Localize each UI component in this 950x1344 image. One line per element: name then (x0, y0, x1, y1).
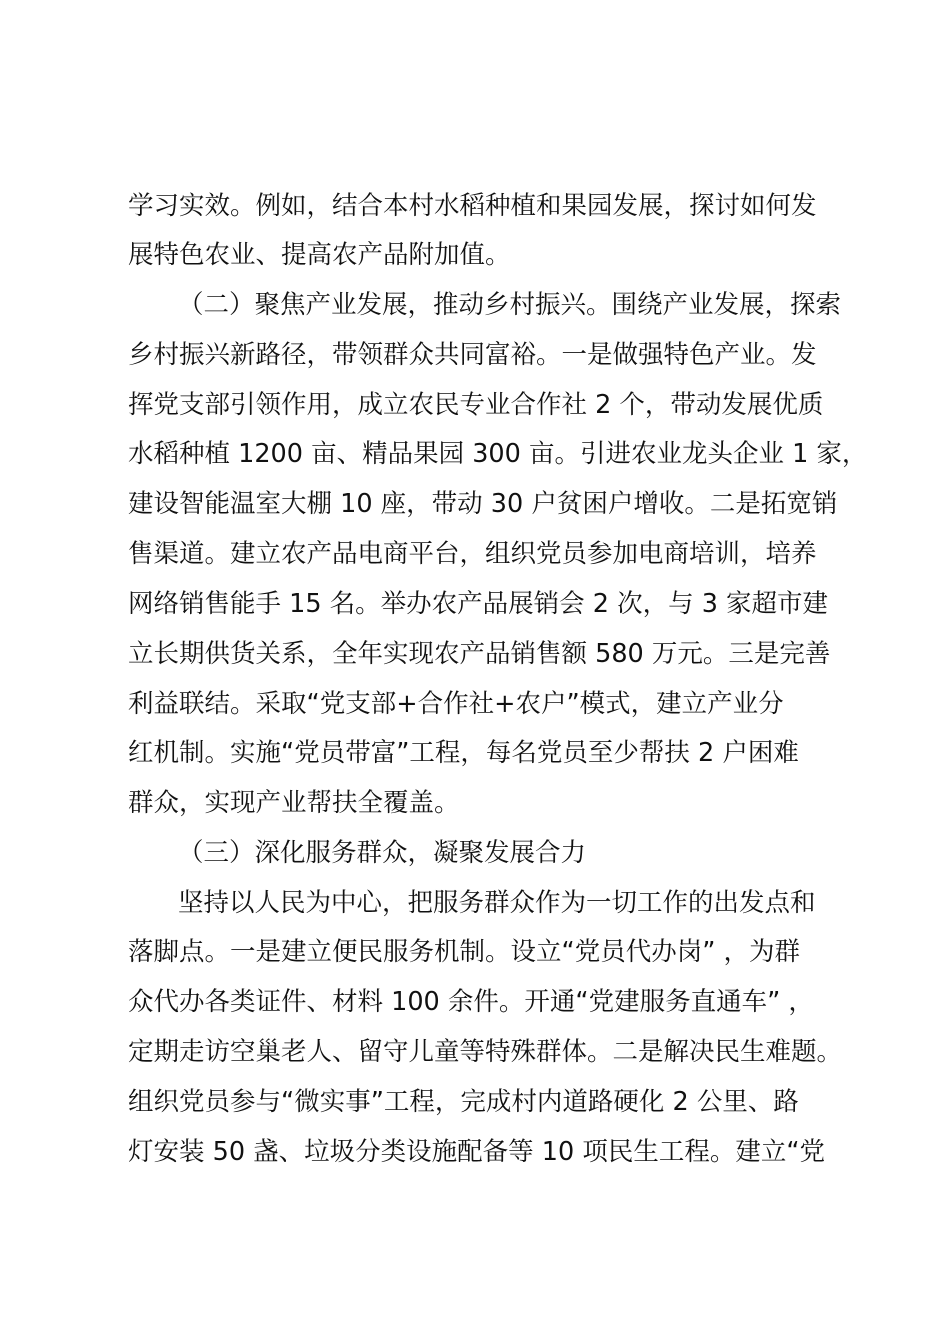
section-heading-3: （三）深化服务群众，凝聚发展合力 (178, 838, 587, 868)
text-line: 组织党员参与“微实事”工程，完成村内道路硬化 2 公里、路 (128, 1087, 799, 1117)
text-line: 乡村振兴新路径，带领群众共同富裕。一是做强特色产业。发 (128, 340, 817, 370)
text-line: 立长期供货关系，全年实现农产品销售额 580 万元。三是完善 (128, 639, 831, 669)
text-line: 学习实效。例如，结合本村水稻种植和果园发展，探讨如何发 (128, 191, 817, 221)
text-line: 展特色农业、提高农产品附加值。 (128, 240, 511, 270)
text-line: 坚持以人民为中心，把服务群众作为一切工作的出发点和 (178, 888, 816, 918)
text-line: 众代办各类证件、材料 100 余件。开通“党建服务直通车” ， (128, 987, 814, 1017)
text-line: 挥党支部引领作用，成立农民专业合作社 2 个，带动发展优质 (128, 390, 824, 420)
text-line: 售渠道。建立农产品电商平台，组织党员参加电商培训，培养 (128, 539, 817, 569)
text-line: 网络销售能手 15 名。举办农产品展销会 2 次，与 3 家超市建 (128, 589, 829, 619)
text-line: 定期走访空巢老人、留守儿童等特殊群体。二是解决民生难题。 (128, 1037, 843, 1067)
text-line: 水稻种植 1200 亩、精品果园 300 亩。引进农业龙头企业 1 家， (128, 439, 868, 469)
text-line: 红机制。实施“党员带富”工程，每名党员至少帮扶 2 户困难 (128, 738, 799, 768)
section-heading-2: （二）聚焦产业发展，推动乡村振兴。围绕产业发展，探索 (178, 290, 842, 320)
text-line: 利益联结。采取“党支部+合作社+农户”模式，建立产业分 (128, 689, 784, 719)
text-line: 灯安装 50 盏、垃圾分类设施配备等 10 项民生工程。建立“党 (128, 1137, 826, 1167)
text-line: 群众，实现产业帮扶全覆盖。 (128, 788, 460, 818)
text-line: 建设智能温室大棚 10 座，带动 30 户贫困户增收。二是拓宽销 (128, 489, 838, 519)
text-line: 落脚点。一是建立便民服务机制。设立“党员代办岗” ，为群 (128, 937, 801, 967)
